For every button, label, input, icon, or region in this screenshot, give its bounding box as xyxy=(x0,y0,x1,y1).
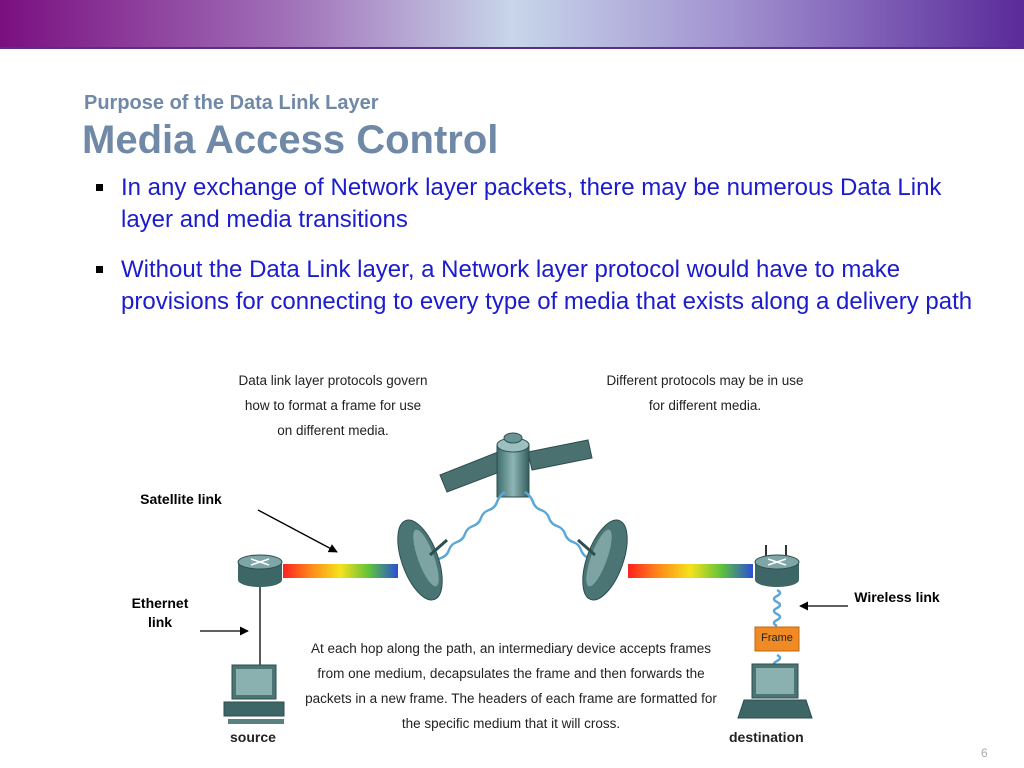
caption-right: Different protocols may be in use for different media. xyxy=(606,373,804,413)
satellite-icon xyxy=(440,433,592,497)
ethernet-link-label: Ethernet link xyxy=(131,595,189,630)
slide-subtitle: Purpose of the Data Link Layer xyxy=(84,92,379,114)
page-number: 6 xyxy=(981,746,988,760)
caption-bottom: At each hop along the path, an intermediary device accepts frames from one medium, decapsulates the frame and then forwards the packets in a new frame. The headers of each frame are formatted for the specific medium that it will cross. xyxy=(305,641,717,731)
frame-label: Frame xyxy=(761,632,793,644)
slide-title: Media Access Control xyxy=(82,118,499,162)
source-label: source xyxy=(230,729,276,745)
bullet-text: Without the Data Link layer, a Network layer protocol would have to make provisions for connecting to every type of media that exists along a delivery path xyxy=(121,256,973,315)
satellite-link-label: Satellite link xyxy=(140,491,222,507)
source-router-icon xyxy=(238,555,282,587)
destination-router-icon xyxy=(755,545,799,587)
satellite-link-spectrum xyxy=(283,564,398,578)
wireless-link-spectrum xyxy=(628,564,753,578)
destination-laptop-icon xyxy=(738,664,812,718)
wireless-link-label: Wireless link xyxy=(854,589,940,605)
right-satellite-dish-icon xyxy=(574,514,637,605)
destination-label: destination xyxy=(729,729,804,745)
satellite-link-arrow xyxy=(258,510,337,552)
left-satellite-dish-icon xyxy=(389,514,452,605)
source-computer-icon xyxy=(224,665,284,724)
bullet-text: In any exchange of Network layer packets, there may be numerous Data Link layer and media transitions xyxy=(121,174,942,233)
caption-left: Data link layer protocols govern how to format a frame for use on different media. xyxy=(238,373,428,438)
